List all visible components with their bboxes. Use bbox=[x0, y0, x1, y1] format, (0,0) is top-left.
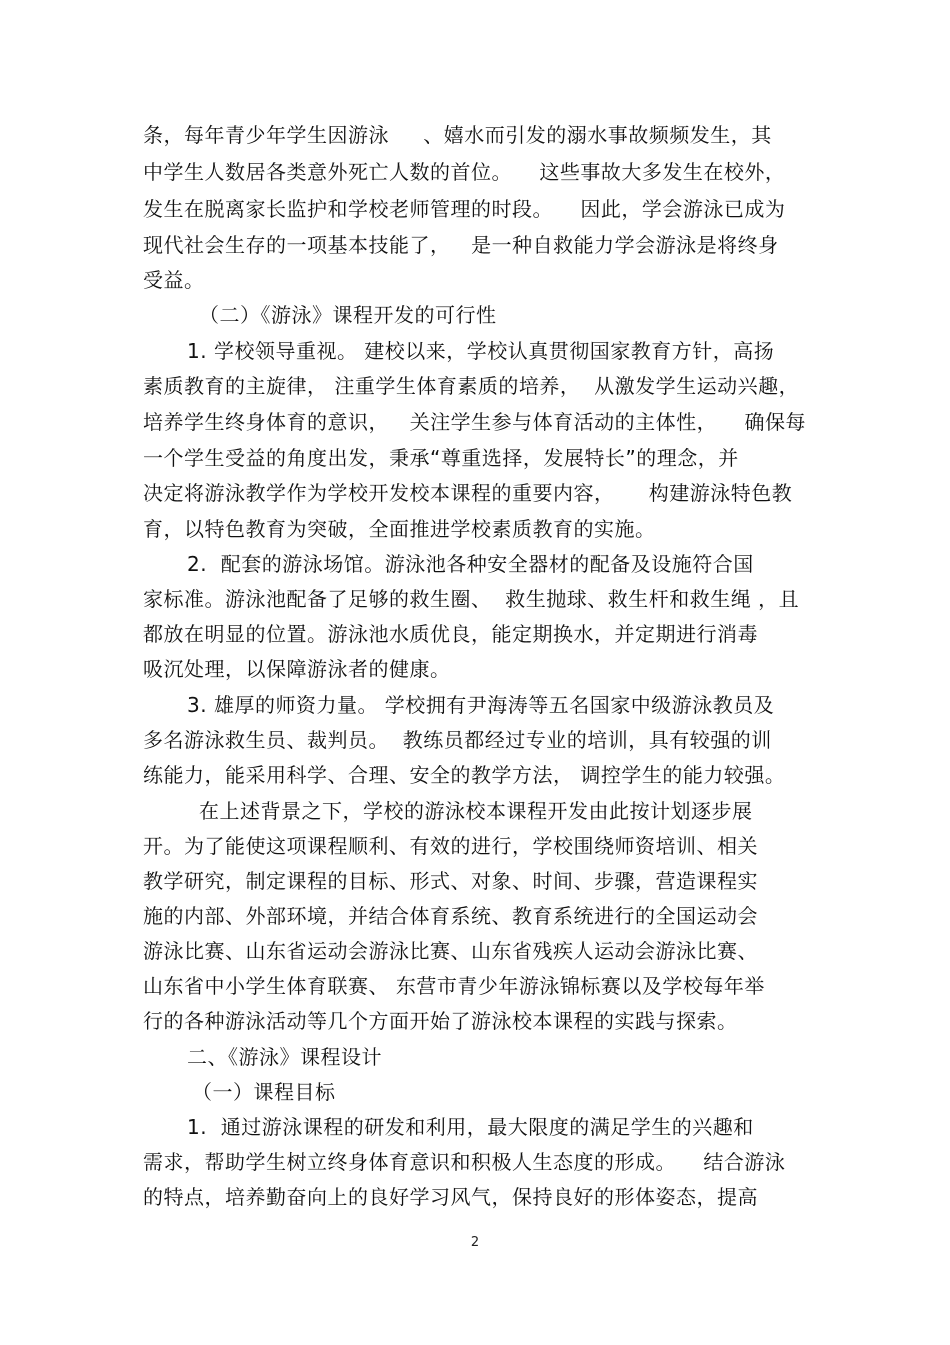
text-line: 练能力，能采用科学、合理、安全的教学方法， 调控学生的能力较强。 bbox=[143, 763, 786, 787]
text-line: 培养学生终身体育的意识， 关注学生参与体育活动的主体性， 确保每 bbox=[143, 410, 807, 434]
text-line: 施的内部、外部环境，并结合体育系统、教育系统进行的全国运动会 bbox=[143, 904, 758, 928]
text-line: 教学研究，制定课程的目标、形式、对象、时间、步骤，营造课程实 bbox=[143, 869, 758, 893]
paragraph-start: 1. 通过游泳课程的研发和利用，最大限度的满足学生的兴趣和 bbox=[187, 1115, 754, 1139]
text-line: 多名游泳救生员、裁判员。 教练员都经过专业的培训，具有较强的训 bbox=[143, 728, 772, 752]
paragraph-start: 在上述背景之下，学校的游泳校本课程开发由此按计划逐步展 bbox=[199, 799, 753, 823]
text-line: 都放在明显的位置。游泳池水质优良，能定期换水，并定期进行消毒 bbox=[143, 622, 758, 646]
text-line: 受益。 bbox=[143, 268, 205, 292]
text-line: 中学生人数居各类意外死亡人数的首位。 这些事故大多发生在校外， bbox=[143, 160, 786, 184]
text-line: 需求，帮助学生树立终身体育意识和积极人生态度的形成。 结合游泳 bbox=[143, 1150, 786, 1174]
text-line: 山东省中小学生体育联赛、 东营市青少年游泳锦标赛以及学校每年举 bbox=[143, 974, 765, 998]
text-line: 一个学生受益的角度出发，秉承“尊重选择，发展特长”的理念，并 bbox=[143, 446, 739, 470]
paragraph-start: 3. 雄厚的师资力量。 学校拥有尹海涛等五名国家中级游泳教员及 bbox=[187, 693, 775, 717]
text-line: 育，以特色教育为突破，全面推进学校素质教育的实施。 bbox=[143, 517, 656, 541]
text-line: 的特点，培养勤奋向上的良好学习风气，保持良好的形体姿态，提高 bbox=[143, 1185, 758, 1209]
text-line: 现代社会生存的一项基本技能了， 是一种自救能力学会游泳是将终身 bbox=[143, 233, 779, 257]
text-line: 吸沉处理，以保障游泳者的健康。 bbox=[143, 657, 451, 681]
text-line: 家标准。游泳池配备了足够的救生圈、 救生抛球、救生杆和救生绳 ，且 bbox=[143, 587, 800, 611]
subsection-heading: （一）课程目标 bbox=[192, 1080, 336, 1104]
text-line: 游泳比赛、山东省运动会游泳比赛、山东省残疾人运动会游泳比赛、 bbox=[143, 939, 758, 963]
section-heading: 二、《游泳》课程设计 bbox=[187, 1045, 382, 1069]
paragraph-start: 1. 学校领导重视。 建校以来，学校认真贯彻国家教育方针，高扬 bbox=[187, 339, 775, 363]
text-line: 开。为了能使这项课程顺利、有效的进行，学校围绕师资培训、相关 bbox=[143, 834, 758, 858]
text-line: 行的各种游泳活动等几个方面开始了游泳校本课程的实践与探索。 bbox=[143, 1009, 738, 1033]
page-number: 2 bbox=[470, 1235, 480, 1250]
section-heading: （二）《游泳》课程开发的可行性 bbox=[199, 303, 497, 327]
text-line: 发生在脱离家长监护和学校老师管理的时段。 因此，学会游泳已成为 bbox=[143, 197, 786, 221]
text-line: 决定将游泳教学作为学校开发校本课程的重要内容， 构建游泳特色教 bbox=[143, 481, 793, 505]
text-line: 素质教育的主旋律， 注重学生体育素质的培养， 从激发学生运动兴趣， bbox=[143, 374, 800, 398]
text-line: 条，每年青少年学生因游泳 、嬉水而引发的溺水事故频频发生，其 bbox=[143, 123, 772, 147]
paragraph-start: 2. 配套的游泳场馆。游泳池各种安全器材的配备及设施符合国 bbox=[187, 552, 754, 576]
